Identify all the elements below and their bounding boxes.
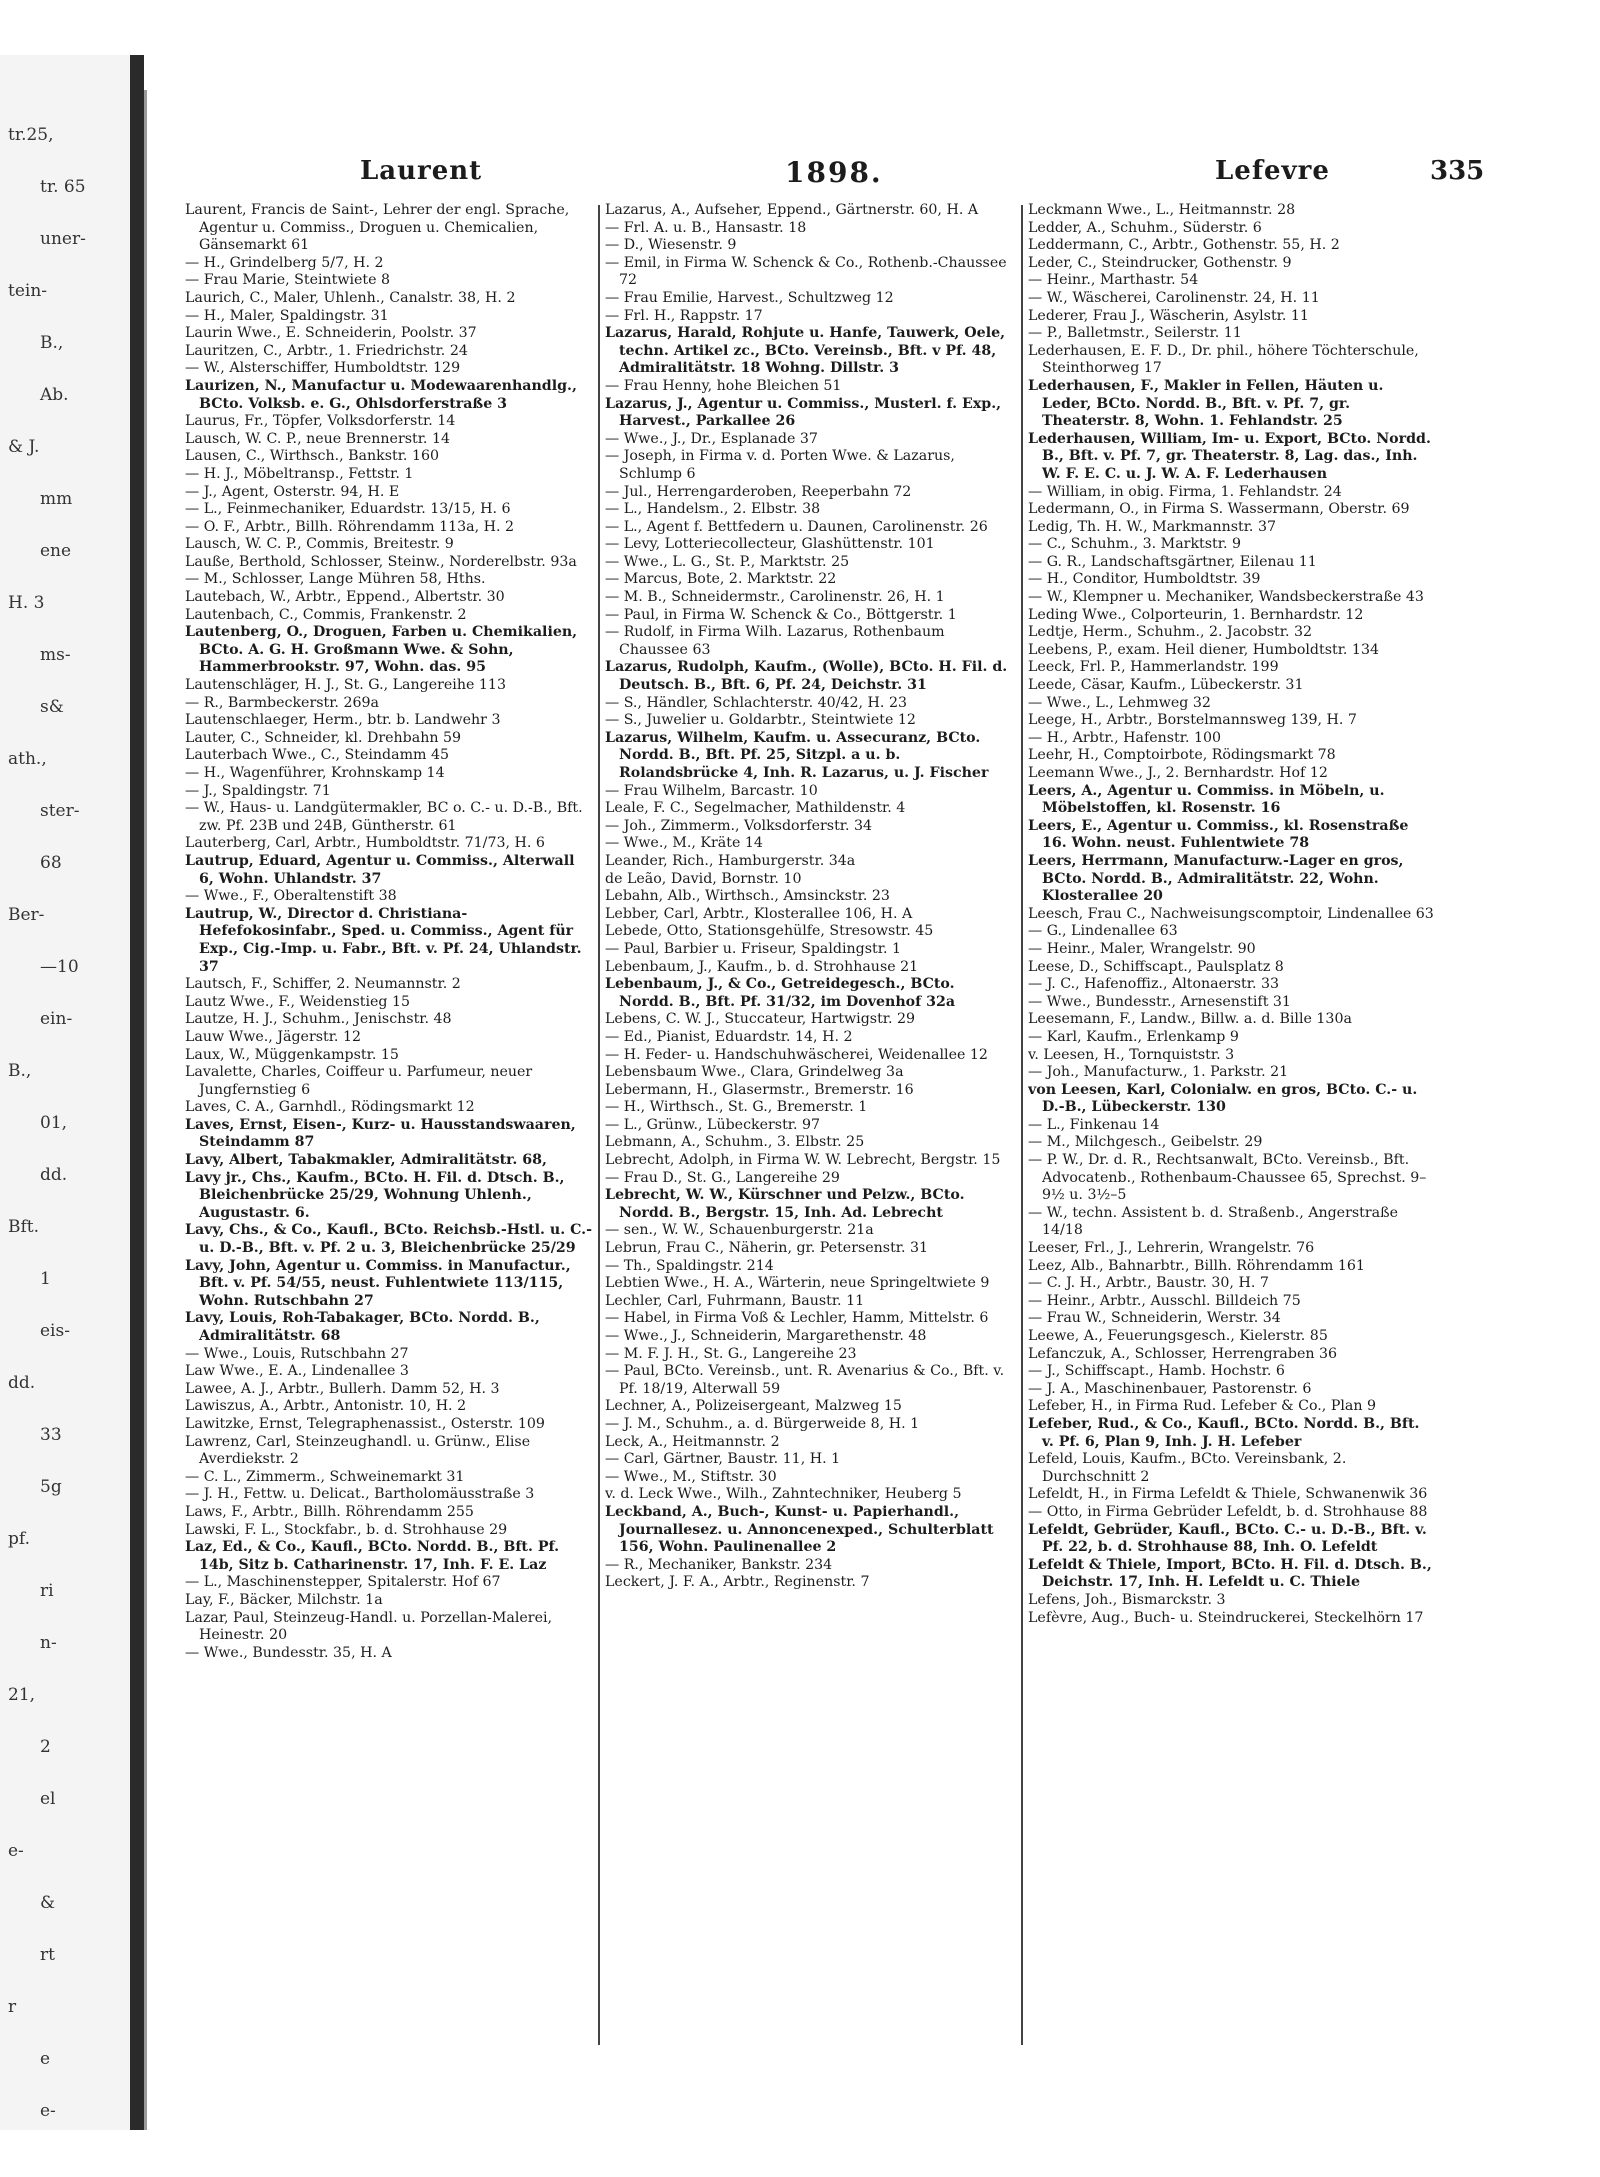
directory-entry: Leeser, Frl., J., Lehrerin, Wrangelstr. 76 <box>1028 1240 1315 1257</box>
directory-entry: Lawitzke, Ernst, Telegraphenassist., Osterstr. 109 <box>185 1415 545 1432</box>
directory-entry: Leddermann, C., Arbtr., Gothenstr. 55, H. 2 <box>1028 237 1340 254</box>
directory-entry: Leckmann Wwe., L., Heitmannstr. 28 <box>1028 202 1296 218</box>
directory-entry: — William, in obig. Firma, 1. Fehlandstr. 24 <box>1028 483 1342 500</box>
directory-entry: — M., Milchgesch., Geibelstr. 29 <box>1028 1134 1263 1151</box>
directory-entry: Lawee, A. J., Arbtr., Bullerh. Damm 52, H. 3 <box>185 1380 500 1397</box>
directory-entry: — Heinr., Marthastr. 54 <box>1028 272 1199 289</box>
directory-entry: Lautrup, Eduard, Agentur u. Commiss., Alterwall 6, Wohn. Uhlandstr. 37 <box>185 852 575 887</box>
column-rule <box>598 205 600 2045</box>
directory-entry: Lautebach, W., Arbtr., Eppend., Albertstr. 30 <box>185 589 505 606</box>
directory-entry: — Joh., Manufacturw., 1. Parkstr. 21 <box>1028 1064 1289 1081</box>
directory-entry: Lebmann, A., Schuhm., 3. Elbstr. 25 <box>605 1134 865 1151</box>
directory-entry: — C., Schuhm., 3. Marktstr. 9 <box>1028 536 1241 553</box>
directory-entry: Lawrenz, Carl, Steinzeughandl. u. Grünw., Elise Averdiekstr. 2 <box>185 1433 531 1468</box>
directory-entry: Leckband, A., Buch-, Kunst- u. Papierhandl., Journallesez. u. Annoncenexped., Schulterblatt 156, Wohn. Paulinenallee 2 <box>605 1503 994 1556</box>
directory-entry: — L., Feinmechaniker, Eduardstr. 13/15, H. 6 <box>185 501 511 518</box>
directory-entry: Laurich, C., Maler, Uhlenh., Canalstr. 38, H. 2 <box>185 289 516 306</box>
left-page-text: e- <box>40 2101 56 2121</box>
directory-entry: Lefeber, H., in Firma Rud. Lefeber & Co., Plan 9 <box>1028 1398 1377 1415</box>
directory-entry: Lausch, W. C. P., Commis, Breitestr. 9 <box>185 536 454 553</box>
directory-entry: Lavalette, Charles, Coiffeur u. Parfumeur, neuer Jungfernstieg 6 <box>185 1064 533 1098</box>
directory-entry: Leck, A., Heitmannstr. 2 <box>605 1433 780 1450</box>
directory-entry: Lauterberg, Carl, Arbtr., Humboldtstr. 71/73, H. 6 <box>185 835 545 852</box>
directory-entry: Lazarus, J., Agentur u. Commiss., Musterl. f. Exp., Harvest., Parkallee 26 <box>605 395 1002 430</box>
directory-entry: — Wwe., L. G., St. P., Marktstr. 25 <box>605 553 850 570</box>
directory-entry: — Rudolf, in Firma Wilh. Lazarus, Rothenbaum Chaussee 63 <box>605 624 945 658</box>
directory-entry: Lauter, C., Schneider, kl. Drehbahn 59 <box>185 729 462 746</box>
directory-entry: Lechner, A., Polizeisergeant, Malzweg 15 <box>605 1398 902 1415</box>
directory-entry: Lebermann, H., Glasermstr., Bremerstr. 16 <box>605 1081 914 1098</box>
book-gutter <box>144 90 147 2130</box>
directory-entry: Lederer, Frau J., Wäscherin, Asylstr. 11 <box>1028 307 1309 324</box>
directory-entry: — Joseph, in Firma v. d. Porten Wwe. & Lazarus, Schlump 6 <box>605 448 955 482</box>
directory-entry: — Emil, in Firma W. Schenck & Co., Rothenb.-Chaussee 72 <box>605 254 1007 289</box>
left-page-text: dd. <box>40 1165 68 1185</box>
directory-entry: Lebahn, Alb., Wirthsch., Amsinckstr. 23 <box>605 888 890 905</box>
directory-entry: — H., Maler, Spaldingstr. 31 <box>185 307 389 324</box>
directory-entry: Lechler, Carl, Fuhrmann, Baustr. 11 <box>605 1292 865 1309</box>
directory-entry: — Marcus, Bote, 2. Marktstr. 22 <box>605 571 837 588</box>
directory-page <box>185 150 1505 2060</box>
directory-entry: Lebenbaum, J., & Co., Getreidegesch., BCto. Nordd. B., Bft. Pf. 31/32, im Dovenhof 32a <box>605 976 956 1010</box>
left-page-text: pf. <box>8 1529 30 1549</box>
left-page-text: dd. <box>8 1373 36 1393</box>
left-page-text: 33 <box>40 1425 62 1445</box>
directory-entry: — H., Grindelberg 5/7, H. 2 <box>185 254 384 271</box>
left-page-text: B., <box>8 1061 32 1081</box>
directory-entry: Lausch, W. C. P., neue Brennerstr. 14 <box>185 430 450 447</box>
directory-entry: Lazarus, A., Aufseher, Eppend., Gärtnerstr. 60, H. A <box>605 202 979 218</box>
directory-entry: Lederhausen, E. F. D., Dr. phil., höhere Töchterschule, Steinthorweg 17 <box>1028 342 1419 377</box>
directory-entry: Lefeldt & Thiele, Import, BCto. H. Fil. d. Dtsch. B., Deichstr. 17, Inh. H. Lefeldt u. C. Thiele <box>1028 1556 1432 1591</box>
directory-entry: Lavy, Louis, Roh-Tabakager, BCto. Nordd. B., Admiralitätstr. 68 <box>185 1310 540 1344</box>
directory-entry: Leesemann, F., Landw., Billw. a. d. Bille 130a <box>1028 1011 1352 1028</box>
directory-entry: — Frau Henny, hohe Bleichen 51 <box>605 377 842 394</box>
directory-entry: — R., Mechaniker, Bankstr. 234 <box>605 1556 833 1573</box>
directory-entry: Laurin Wwe., E. Schneiderin, Poolstr. 37 <box>185 325 477 342</box>
directory-entry: — Wwe., J., Dr., Esplanade 37 <box>605 430 818 447</box>
directory-column-2 <box>605 202 1013 2042</box>
directory-entry: — Karl, Kaufm., Erlenkamp 9 <box>1028 1028 1239 1045</box>
left-page-text: 1 <box>40 1269 51 1289</box>
directory-entry: Lefeldt, H., in Firma Lefeldt & Thiele, Schwanenwik 36 <box>1028 1486 1428 1503</box>
left-page-text: e <box>40 2049 51 2069</box>
directory-entry: — J. A., Maschinenbauer, Pastorenstr. 6 <box>1028 1380 1312 1397</box>
left-page-text: 01, <box>40 1113 68 1133</box>
directory-entry: — Wwe., F., Oberaltenstift 38 <box>185 888 397 905</box>
directory-entry: — Frl. A. u. B., Hansastr. 18 <box>605 219 807 236</box>
directory-entry: Lebrecht, Adolph, in Firma W. W. Lebrecht, Bergstr. 15 <box>605 1152 1001 1169</box>
left-page-text: 5g <box>40 1477 62 1497</box>
directory-entry: Leez, Alb., Bahnarbtr., Billh. Röhrendamm 161 <box>1028 1257 1365 1274</box>
directory-entry: — W., Haus- u. Landgütermakler, BC o. C.- u. D.-B., Bft. zw. Pf. 23B und 24B, Güntherstr. 61 <box>185 800 583 834</box>
left-page-text: tr. 65 <box>40 177 86 197</box>
directory-entry: — H., Wirthsch., St. G., Bremerstr. 1 <box>605 1099 868 1116</box>
directory-entry: Ledder, A., Schuhm., Süderstr. 6 <box>1028 219 1262 236</box>
directory-entry: Leebens, P., exam. Heil diener, Humboldtstr. 134 <box>1028 641 1380 658</box>
directory-entry: — S., Händler, Schlachterstr. 40/42, H. 23 <box>605 694 908 711</box>
left-page-text: 68 <box>40 853 62 873</box>
directory-entry: Leede, Cäsar, Kaufm., Lübeckerstr. 31 <box>1028 677 1304 694</box>
header-right-catchword: Lefevre <box>1215 156 1330 186</box>
directory-entry: — Carl, Gärtner, Baustr. 11, H. 1 <box>605 1451 841 1468</box>
book-spine <box>130 55 144 2130</box>
directory-entry: — H. J., Möbeltransp., Fettstr. 1 <box>185 465 414 482</box>
left-page-text: H. 3 <box>8 593 45 613</box>
directory-entry: — Paul, BCto. Vereinsb., unt. R. Avenarius & Co., Bft. v. Pf. 18/19, Alterwall 59 <box>605 1363 1005 1397</box>
directory-entry: — J. M., Schuhm., a. d. Bürgerweide 8, H. 1 <box>605 1415 920 1432</box>
directory-entry: — L., Maschinenstepper, Spitalerstr. Hof 67 <box>185 1574 501 1591</box>
left-page-text: el <box>40 1789 56 1809</box>
directory-entry: — Otto, in Firma Gebrüder Lefeldt, b. d. Strohhause 88 <box>1028 1503 1428 1520</box>
directory-entry: Lawiszus, A., Arbtr., Antonistr. 10, H. 2 <box>185 1398 467 1415</box>
directory-entry: Lautrup, W., Director d. Christiana-Hefefokosinfabr., Sped. u. Commiss., Agent für Exp., Cig.-Imp. u. Fabr., Bft. v. Pf. 24, Uhlandstr. 37 <box>185 905 582 975</box>
directory-entry: — W., Alsterschiffer, Humboldtstr. 129 <box>185 360 461 377</box>
directory-entry: Leers, E., Agentur u. Commiss., kl. Rosenstraße 16. Wohn. neust. Fuhlentwiete 78 <box>1028 817 1409 852</box>
directory-entry: Laz, Ed., & Co., Kaufl., BCto. Nordd. B., Bft. Pf. 14b, Sitz b. Catharinenstr. 17, Inh. F. E. Laz <box>185 1539 560 1573</box>
directory-entry: Law Wwe., E. A., Lindenallee 3 <box>185 1363 409 1380</box>
directory-entry: Lavy, Chs., & Co., Kaufl., BCto. Reichsb.-Hstl. u. C.- u. D.-B., Bft. v. Pf. 2 u. 3, Bleichenbrücke 25/29 <box>185 1222 592 1257</box>
directory-entry: — J. C., Hafenoffiz., Altonaerstr. 33 <box>1028 976 1280 993</box>
running-head <box>185 150 1505 190</box>
directory-entry: Laurizen, N., Manufactur u. Modewaarenhandlg., BCto. Volksb. e. G., Ohlsdorferstraße 3 <box>185 377 577 412</box>
directory-entry: — J. H., Fettw. u. Delicat., Bartholomäusstraße 3 <box>185 1486 535 1503</box>
directory-entry: Lautenberg, O., Droguen, Farben u. Chemikalien, BCto. A. G. H. Großmann Wwe. & Sohn, Hammerbrookstr. 97, Wohn. das. 95 <box>185 624 578 676</box>
left-page-text: n- <box>40 1633 57 1653</box>
directory-entry: Leesch, Frau C., Nachweisungscomptoir, Lindenallee 63 <box>1028 905 1434 922</box>
directory-entry: Leers, Herrmann, Manufacturw.-Lager en gros, BCto. Nordd. B., Admiralitätstr. 22, Wohn. Klosterallee 20 <box>1028 852 1404 905</box>
left-page-text: ster- <box>40 801 80 821</box>
directory-entry: Ledtje, Herm., Schuhm., 2. Jacobstr. 32 <box>1028 624 1313 641</box>
directory-entry: Lefeld, Louis, Kaufm., BCto. Vereinsbank, 2. Durchschnitt 2 <box>1028 1451 1347 1485</box>
directory-entry: — L., Finkenau 14 <box>1028 1116 1160 1133</box>
directory-entry: Laux, W., Müggenkampstr. 15 <box>185 1046 399 1063</box>
left-page-text: 2 <box>40 1737 51 1757</box>
left-page-text: & <box>40 1893 56 1913</box>
directory-entry: Lebede, Otto, Stationsgehülfe, Stresowstr. 45 <box>605 923 934 940</box>
directory-entry: Laves, Ernst, Eisen-, Kurz- u. Hausstandswaaren, Steindamm 87 <box>185 1116 576 1151</box>
left-page-text: Bft. <box>8 1217 40 1237</box>
directory-entry: — M., Schlosser, Lange Mühren 58, Hths. <box>185 571 486 588</box>
directory-entry: Leers, A., Agentur u. Commiss. in Möbeln, u. Möbelstoffen, kl. Rosenstr. 16 <box>1028 782 1385 817</box>
directory-entry: Leander, Rich., Hamburgerstr. 34a <box>605 852 856 869</box>
left-page-text: mm <box>40 489 73 509</box>
left-page-text: Ab. <box>40 385 69 405</box>
directory-entry: — Paul, in Firma W. Schenck & Co., Böttgerstr. 1 <box>605 606 957 623</box>
directory-entry: v. d. Leck Wwe., Wilh., Zahntechniker, Heuberg 5 <box>605 1486 962 1503</box>
directory-entry: — P. W., Dr. d. R., Rechtsanwalt, BCto. Vereinsb., Bft. Advocatenb., Rothenbaum-Chaussee 65, Sprechst. 9–9½ u. 3½–5 <box>1028 1152 1427 1204</box>
directory-entry: — Jul., Herrengarderoben, Reeperbahn 72 <box>605 483 912 500</box>
directory-entry: — P., Balletmstr., Seilerstr. 11 <box>1028 325 1242 342</box>
directory-entry: — W., Klempner u. Mechaniker, Wandsbeckerstraße 43 <box>1028 589 1424 606</box>
directory-entry: Lautsch, F., Schiffer, 2. Neumannstr. 2 <box>185 976 461 993</box>
directory-entry: — M. B., Schneidermstr., Carolinenstr. 26, H. 1 <box>605 589 945 606</box>
header-left-catchword: Laurent <box>360 156 483 186</box>
directory-entry: — J., Schiffscapt., Hamb. Hochstr. 6 <box>1028 1363 1285 1380</box>
left-page-text: B., <box>40 333 64 353</box>
directory-entry: Lederhausen, William, Im- u. Export, BCto. Nordd. B., Bft. v. Pf. 7, gr. Theaterstr. 8, Lag. das., Inh. W. F. E. C. u. J. W. A. F. Lederhausen <box>1028 430 1431 482</box>
directory-entry: — J., Agent, Osterstr. 94, H. E <box>185 483 400 500</box>
directory-entry: — L., Handelsm., 2. Elbstr. 38 <box>605 501 821 518</box>
directory-entry: Leehr, H., Comptoirbote, Rödingsmarkt 78 <box>1028 747 1336 764</box>
directory-entry: — W., Wäscherei, Carolinenstr. 24, H. 11 <box>1028 289 1320 306</box>
directory-entry: — Joh., Zimmerm., Volksdorferstr. 34 <box>605 817 873 834</box>
left-page-text: —10 <box>40 957 79 977</box>
directory-entry: — G. R., Landschaftsgärtner, Eilenau 11 <box>1028 553 1317 570</box>
left-page-text: & J. <box>8 437 40 457</box>
directory-entry: — Paul, Barbier u. Friseur, Spaldingstr. 1 <box>605 940 901 957</box>
directory-entry: — H. Feder- u. Handschuhwäscherei, Weidenallee 12 <box>605 1046 988 1063</box>
left-page-text: tein- <box>8 281 48 301</box>
directory-entry: Lawski, F. L., Stockfabr., b. d. Strohhause 29 <box>185 1521 508 1538</box>
directory-entry: — Wwe., J., Schneiderin, Margarethenstr. 48 <box>605 1328 927 1344</box>
directory-entry: Lausen, C., Wirthsch., Bankstr. 160 <box>185 448 440 465</box>
directory-entry: Lazarus, Wilhelm, Kaufm. u. Assecuranz, BCto. Nordd. B., Bft. Pf. 25, Sitzpl. a u. b. Rolandsbrücke 4, Inh. R. Lazarus, u. J. Fischer <box>605 729 989 781</box>
directory-entry: Lebrecht, W. W., Kürschner und Pelzw., BCto. Nordd. B., Bergstr. 15, Inh. Ad. Lebrecht <box>605 1187 965 1221</box>
directory-entry: Lauterbach Wwe., C., Steindamm 45 <box>185 747 450 764</box>
directory-entry: Ledermann, O., in Firma S. Wassermann, Oberstr. 69 <box>1028 501 1410 518</box>
directory-entry: — M. F. J. H., St. G., Langereihe 23 <box>605 1345 857 1362</box>
directory-column-3 <box>1028 202 1436 2042</box>
directory-entry: — Frau Marie, Steintwiete 8 <box>185 272 391 289</box>
directory-entry: — sen., W. W., Schauenburgerstr. 21a <box>605 1222 874 1239</box>
directory-entry: v. Leesen, H., Tornquiststr. 3 <box>1028 1046 1235 1063</box>
directory-entry: Laws, F., Arbtr., Billh. Röhrendamm 255 <box>185 1503 474 1520</box>
directory-entry: Ledig, Th. H. W., Markmannstr. 37 <box>1028 518 1277 535</box>
directory-entry: Lauw Wwe., Jägerstr. 12 <box>185 1028 362 1045</box>
directory-entry: — Frau D., St. G., Langereihe 29 <box>605 1169 840 1186</box>
directory-entry: — Wwe., M., Kräte 14 <box>605 835 763 852</box>
directory-entry: — L., Agent f. Bettfedern u. Daunen, Carolinenstr. 26 <box>605 518 988 535</box>
left-page-text: ath., <box>8 749 47 769</box>
left-page-text: ri <box>40 1581 54 1601</box>
directory-entry: Lay, F., Bäcker, Milchstr. 1a <box>185 1591 383 1608</box>
directory-entry: Lautenschlaeger, Herm., btr. b. Landwehr 3 <box>185 712 501 729</box>
directory-entry: — Frau Wilhelm, Barcastr. 10 <box>605 782 818 799</box>
directory-entry: Lefens, Joh., Bismarckstr. 3 <box>1028 1591 1226 1608</box>
directory-entry: Lefeber, Rud., & Co., Kaufl., BCto. Nordd. B., Bft. v. Pf. 6, Plan 9, Inh. J. H. Lefeber <box>1028 1415 1420 1450</box>
directory-entry: — Habel, in Firma Voß & Lechler, Hamm, Mittelstr. 6 <box>605 1310 989 1327</box>
directory-entry: Lautz Wwe., F., Weidenstieg 15 <box>185 993 411 1010</box>
directory-entry: — Th., Spaldingstr. 214 <box>605 1257 774 1274</box>
directory-entry: Leege, H., Arbtr., Borstelmannsweg 139, H. 7 <box>1028 712 1357 729</box>
directory-entry: Leemann Wwe., J., 2. Bernhardstr. Hof 12 <box>1028 765 1328 781</box>
directory-entry: — H., Arbtr., Hafenstr. 100 <box>1028 729 1222 746</box>
directory-entry: Lebens, C. W. J., Stuccateur, Hartwigstr. 29 <box>605 1011 916 1028</box>
directory-entry: — S., Juwelier u. Goldarbtr., Steintwiete 12 <box>605 712 916 729</box>
column-rule <box>1021 205 1023 2045</box>
left-page-text: e- <box>8 1841 24 1861</box>
directory-entry: Lautenbach, C., Commis, Frankenstr. 2 <box>185 606 467 623</box>
directory-entry: Lavy jr., Chs., Kaufm., BCto. H. Fil. d. Dtsch. B., Bleichenbrücke 25/29, Wohnung Uhlenh., Augustastr. 6. <box>185 1169 565 1221</box>
directory-entry: Lavy, Albert, Tabakmakler, Admiralitätstr. 68, <box>185 1152 547 1169</box>
directory-entry: — Wwe., Bundesstr. 35, H. A <box>185 1644 392 1661</box>
left-page-text: uner- <box>40 229 86 249</box>
directory-entry: Lederhausen, F., Makler in Fellen, Häuten u. Leder, BCto. Nordd. B., Bft. v. Pf. 7, gr. Theaterstr. 8, Wohn. 1. Fehlandstr. 25 <box>1028 377 1384 430</box>
directory-entry: Lefeldt, Gebrüder, Kaufl., BCto. C.- u. D.-B., Bft. v. Pf. 22, b. d. Strohhause 88, Inh. O. Lefeldt <box>1028 1521 1427 1556</box>
directory-entry: — C. J. H., Arbtr., Baustr. 30, H. 7 <box>1028 1275 1269 1292</box>
directory-entry: — O. F., Arbtr., Billh. Röhrendamm 113a, H. 2 <box>185 518 515 535</box>
directory-entry: — W., techn. Assistent b. d. Straßenb., Angerstraße 14/18 <box>1028 1204 1398 1239</box>
directory-entry: Leese, D., Schiffscapt., Paulsplatz 8 <box>1028 958 1284 975</box>
directory-entry: Lebrun, Frau C., Näherin, gr. Petersenstr. 31 <box>605 1240 929 1257</box>
directory-entry: — H., Wagenführer, Krohnskamp 14 <box>185 765 445 781</box>
directory-entry: — Frl. H., Rappstr. 17 <box>605 307 763 324</box>
left-page-text: tr.25, <box>8 125 54 145</box>
directory-entry: — H., Conditor, Humboldtstr. 39 <box>1028 571 1261 588</box>
directory-entry: Lebtien Wwe., H. A., Wärterin, neue Springeltwiete 9 <box>605 1275 990 1292</box>
directory-entry: Leewe, A., Feuerungsgesch., Kielerstr. 85 <box>1028 1328 1328 1344</box>
directory-entry: Lauritzen, C., Arbtr., 1. Friedrichstr. 24 <box>185 342 468 359</box>
header-year: 1898. <box>785 156 883 189</box>
left-page-text: eis- <box>40 1321 70 1341</box>
left-page-text: s& <box>40 697 64 717</box>
directory-entry: — Wwe., L., Lehmweg 32 <box>1028 694 1211 711</box>
directory-entry: Lautenschläger, H. J., St. G., Langereihe 113 <box>185 677 506 694</box>
directory-entry: Lautze, H. J., Schuhm., Jenischstr. 48 <box>185 1011 452 1028</box>
left-page-text: Ber- <box>8 905 45 925</box>
directory-entry: — Wwe., Louis, Rutschbahn 27 <box>185 1345 409 1362</box>
directory-entry: Lavy, John, Agentur u. Commiss. in Manufactur., Bft. v. Pf. 54/55, neust. Fuhlentwiete 113/115, Wohn. Rutschbahn 27 <box>185 1257 571 1309</box>
directory-entry: Lauße, Berthold, Schlosser, Steinw., Norderelbstr. 93a <box>185 553 577 570</box>
directory-entry: — D., Wiesenstr. 9 <box>605 237 737 254</box>
directory-entry: — G., Lindenallee 63 <box>1028 923 1178 940</box>
directory-entry: Lefanczuk, A., Schlosser, Herrengraben 36 <box>1028 1345 1338 1362</box>
left-page-fragment <box>0 55 130 2130</box>
directory-entry: — Heinr., Arbtr., Ausschl. Billdeich 75 <box>1028 1292 1301 1309</box>
page-number: 335 <box>1430 156 1485 186</box>
directory-entry: Leeck, Frl. P., Hammerlandstr. 199 <box>1028 659 1279 676</box>
directory-entry: — C. L., Zimmerm., Schweinemarkt 31 <box>185 1468 465 1485</box>
directory-entry: Lefèvre, Aug., Buch- u. Steindruckerei, Steckelhörn 17 <box>1028 1609 1424 1626</box>
left-page-text: rt <box>40 1945 55 1965</box>
directory-column-1 <box>185 202 593 2042</box>
directory-entry: Leding Wwe., Colporteurin, 1. Bernhardstr. 12 <box>1028 606 1364 623</box>
directory-entry: — Wwe., Bundesstr., Arnesenstift 31 <box>1028 993 1291 1010</box>
directory-entry: Lebenbaum, J., Kaufm., b. d. Strohhause 21 <box>605 958 919 975</box>
directory-entry: — Frau Emilie, Harvest., Schultzweg 12 <box>605 289 894 306</box>
directory-entry: — Heinr., Maler, Wrangelstr. 90 <box>1028 940 1256 957</box>
left-page-text: ms- <box>40 645 71 665</box>
directory-entry: — J., Spaldingstr. 71 <box>185 782 331 799</box>
directory-entry: — L., Grünw., Lübeckerstr. 97 <box>605 1116 821 1133</box>
directory-entry: de Leão, David, Bornstr. 10 <box>605 870 802 887</box>
directory-entry: Laves, C. A., Garnhdl., Rödingsmarkt 12 <box>185 1099 475 1116</box>
left-page-text: ein- <box>40 1009 73 1029</box>
directory-entry: Leder, C., Steindrucker, Gothenstr. 9 <box>1028 254 1292 271</box>
directory-entry: — R., Barmbeckerstr. 269a <box>185 694 379 711</box>
directory-entry: Leckert, J. F. A., Arbtr., Reginenstr. 7 <box>605 1574 870 1591</box>
directory-entry: Lazar, Paul, Steinzeug-Handl. u. Porzellan-Malerei, Heinestr. 20 <box>185 1609 553 1644</box>
directory-entry: von Leesen, Karl, Colonialw. en gros, BCto. C.- u. D.-B., Lübeckerstr. 130 <box>1028 1081 1418 1116</box>
left-page-text: 21, <box>8 1685 36 1705</box>
directory-entry: Lebensbaum Wwe., Clara, Grindelweg 3a <box>605 1064 904 1081</box>
directory-entry: — Levy, Lotteriecollecteur, Glashüttenstr. 101 <box>605 536 935 553</box>
directory-entry: — Frau W., Schneiderin, Werstr. 34 <box>1028 1310 1281 1327</box>
directory-entry: Laurus, Fr., Töpfer, Volksdorferstr. 14 <box>185 413 456 430</box>
directory-entry: — Wwe., M., Stiftstr. 30 <box>605 1468 777 1485</box>
left-page-text: ene <box>40 541 72 561</box>
directory-entry: Laurent, Francis de Saint-, Lehrer der engl. Sprache, Agentur u. Commiss., Droguen u. Chemicalien, Gänsemarkt 61 <box>185 202 570 254</box>
directory-entry: Lazarus, Harald, Rohjute u. Hanfe, Tauwerk, Oele, techn. Artikel zc., BCto. Vereinsb., Bft. v Pf. 48, Admiralitätstr. 18 Wohng. Dillstr. 3 <box>605 325 1006 377</box>
directory-entry: Lazarus, Rudolph, Kaufm., (Wolle), BCto. H. Fil. d. Deutsch. B., Bft. 6, Pf. 24, Deichstr. 31 <box>605 659 1008 694</box>
directory-entry: — Ed., Pianist, Eduardstr. 14, H. 2 <box>605 1028 853 1045</box>
directory-entry: Lebber, Carl, Arbtr., Klosterallee 106, H. A <box>605 905 913 922</box>
left-page-text: r <box>8 1997 17 2017</box>
directory-entry: Leale, F. C., Segelmacher, Mathildenstr. 4 <box>605 800 906 817</box>
